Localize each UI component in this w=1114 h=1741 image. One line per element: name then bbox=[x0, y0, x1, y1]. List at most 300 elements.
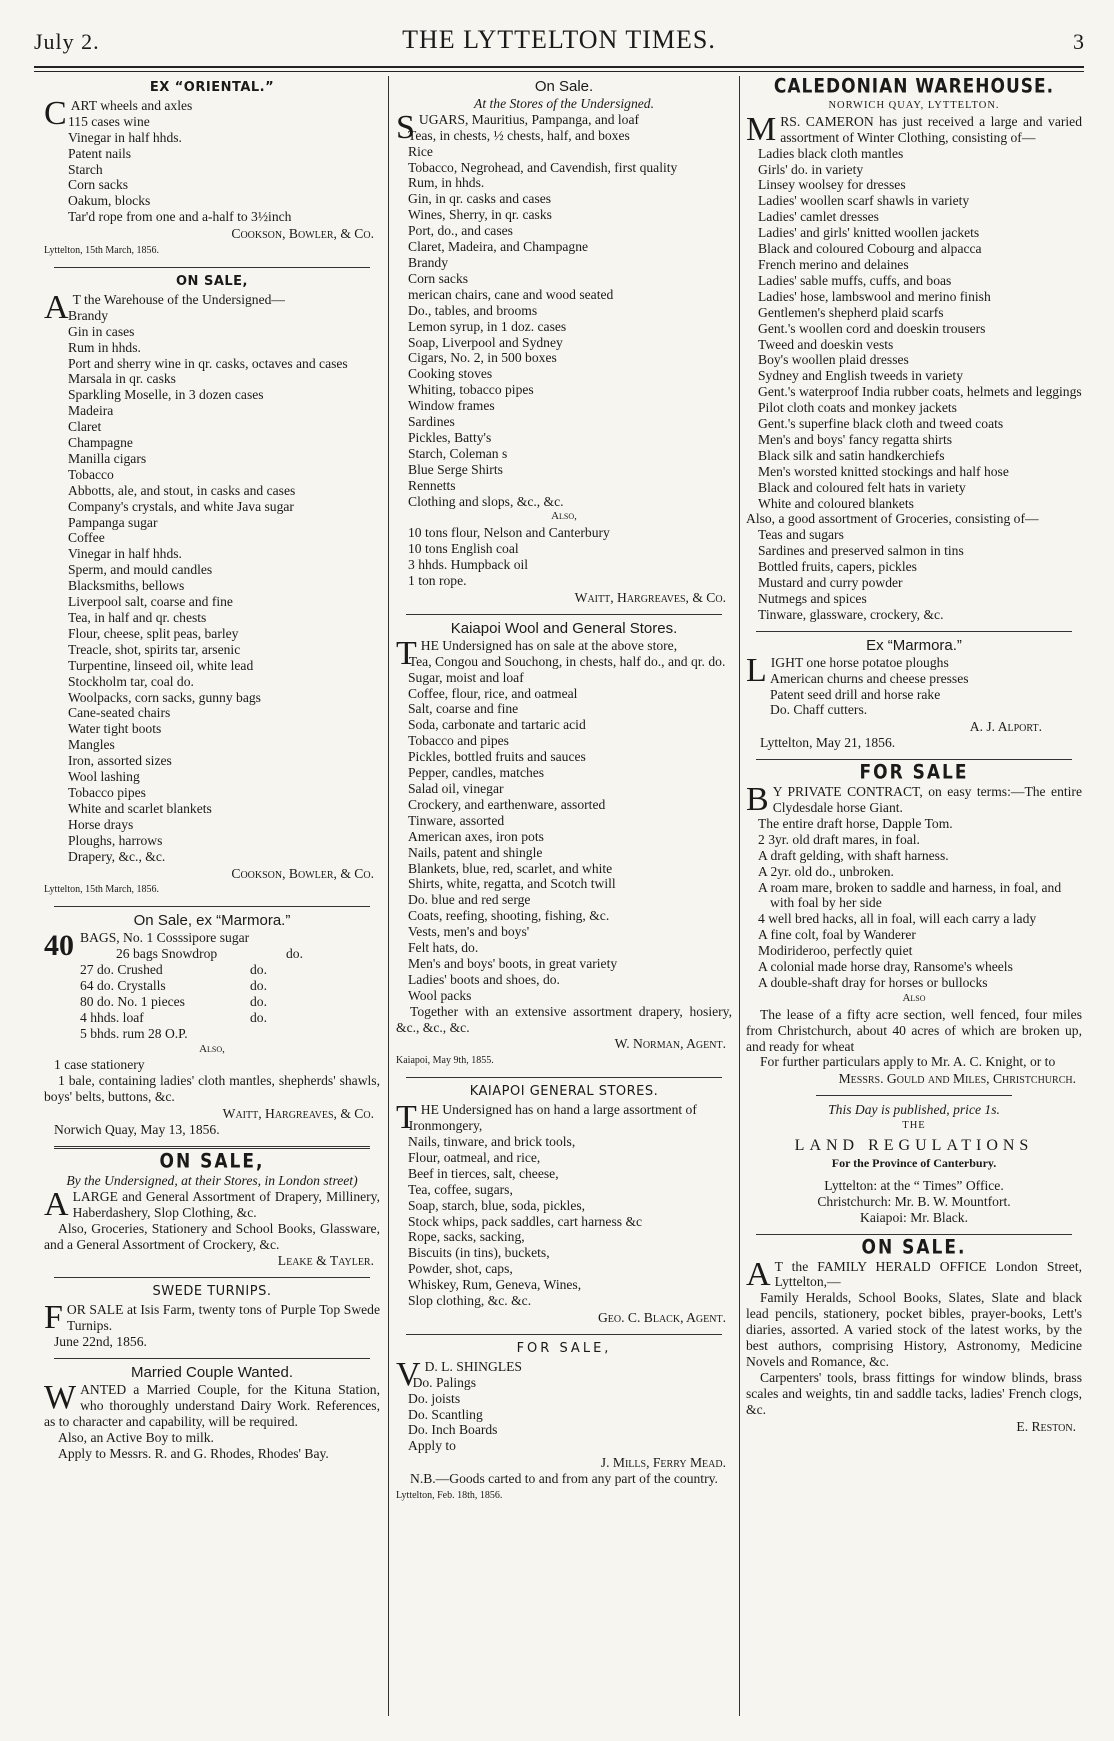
ad-heading: ON SALE, bbox=[176, 273, 248, 289]
ad-date: Kaiapoi, May 9th, 1855. bbox=[396, 1055, 494, 1067]
masthead-rule bbox=[34, 66, 1084, 68]
list-item: Gentlemen's shepherd plaid scarfs bbox=[758, 304, 944, 320]
item-list bbox=[746, 146, 1082, 512]
list-item: Blacksmiths, bellows bbox=[68, 578, 185, 594]
list-item: Powder, shot, caps, bbox=[408, 1261, 513, 1277]
item-list bbox=[44, 308, 380, 865]
list-item: Cane-seated chairs bbox=[68, 705, 171, 721]
list-item: Port, do., and cases bbox=[408, 223, 513, 239]
list-item: Rice bbox=[408, 143, 433, 159]
list-item: Marsala in qr. casks bbox=[68, 371, 176, 387]
item-list bbox=[396, 1118, 732, 1309]
list-item: Champagne bbox=[68, 435, 133, 451]
ad-married-couple bbox=[44, 1365, 380, 1461]
list-item: Ladies' and girls' knitted woollen jackets bbox=[758, 225, 980, 241]
ad-heading: Kaiapoi Wool and General Stores. bbox=[450, 619, 678, 637]
list-item: Cooking stoves bbox=[408, 366, 493, 382]
publication-note: This Day is published, price 1s. bbox=[828, 1102, 1000, 1118]
ad-on-sale-cookson bbox=[44, 274, 380, 898]
list-item: Corn sacks bbox=[68, 177, 129, 193]
list-item: Coffee, flour, rice, and oatmeal bbox=[408, 685, 578, 701]
ad-date: Lyttelton, Feb. 18th, 1856. bbox=[396, 1490, 503, 1502]
lead-text: T the Warehouse of the Undersigned— bbox=[72, 291, 286, 307]
list-item: Apply to bbox=[408, 1438, 456, 1454]
masthead bbox=[34, 25, 1084, 64]
list-item: Corn sacks bbox=[408, 270, 469, 286]
drop-cap: B bbox=[746, 781, 769, 819]
separator bbox=[756, 631, 1072, 632]
list-item: Stock whips, pack saddles, cart harness &c bbox=[408, 1213, 643, 1229]
further-text: For further particulars apply to Mr. A. C. Knight, or to bbox=[760, 1054, 1056, 1070]
list-item: Rope, sacks, sacking, bbox=[408, 1229, 525, 1245]
agent-lyttelton: Lyttelton: at the “ Times” Office. bbox=[824, 1177, 1004, 1193]
list-item: Soap, starch, blue, soda, pickles, bbox=[408, 1197, 586, 1213]
ad-signature: Messrs. Gould and Miles, Christchurch. bbox=[838, 1071, 1076, 1087]
lead-text: RS. CAMERON has just received a large and varied assortment of Winter Clothing, consisting of— bbox=[780, 113, 1082, 145]
list-item: Girls' do. in variety bbox=[758, 161, 864, 177]
list-item: Linsey woolsey for dresses bbox=[758, 177, 906, 193]
list-item: Ladies' sable muffs, cuffs, and boas bbox=[758, 272, 952, 288]
lead-text: T the FAMILY HERALD OFFICE London Street, Lyttelton,— bbox=[774, 1258, 1082, 1290]
ad-signature: A. J. Alport. bbox=[969, 719, 1042, 735]
agent-christchurch: Christchurch: Mr. B. W. Mountfort. bbox=[817, 1193, 1011, 1209]
masthead-rule-thin bbox=[34, 71, 1084, 72]
sugar-name: 4 hhds. loaf bbox=[80, 1009, 144, 1025]
ad-signature: J. Mills, Ferry Mead. bbox=[600, 1455, 726, 1471]
list-item: Treacle, shot, spirits tar, arsenic bbox=[68, 641, 241, 657]
list-item: Tea, coffee, sugars, bbox=[408, 1181, 513, 1197]
separator bbox=[54, 1358, 370, 1359]
separator bbox=[816, 1095, 1012, 1096]
list-item: Pickles, Batty's bbox=[408, 429, 492, 445]
list-item: Abbotts, ale, and stout, in casks and cases bbox=[68, 482, 296, 498]
item-list bbox=[396, 1375, 732, 1455]
list-item: Blankets, blue, red, scarlet, and white bbox=[408, 860, 613, 876]
text-body: LARGE and General Assortment of Drapery, Millinery, Haberdashery, Slop Clothing, &c. bbox=[72, 1188, 380, 1220]
list-item: Gent.'s waterproof India rubber coats, helmets and leggings bbox=[758, 384, 1082, 400]
list-item: Sardines bbox=[408, 414, 455, 430]
list-item: Coffee bbox=[68, 530, 105, 546]
sugar-list bbox=[44, 946, 380, 1041]
list-item: Gin in cases bbox=[68, 323, 135, 339]
ad-ex-oriental bbox=[44, 80, 380, 259]
ad-signature: W. Norman, Agent. bbox=[614, 1036, 726, 1052]
list-item: A draft gelding, with shaft harness. bbox=[758, 847, 949, 863]
also-label: Also, bbox=[551, 510, 577, 523]
text-body: OR SALE at Isis Farm, twenty tons of Purple Top Swede Turnips. bbox=[66, 1302, 380, 1334]
list-item: White and scarlet blankets bbox=[68, 800, 212, 816]
ad-leake-tayler bbox=[44, 1150, 380, 1269]
sugar-row bbox=[44, 994, 380, 1010]
list-item: Clothing and slops, &c., &c. bbox=[408, 493, 564, 509]
drop-cap: L bbox=[746, 651, 767, 689]
list-item: Horse drays bbox=[68, 816, 134, 832]
list-item: Patent nails bbox=[68, 145, 132, 161]
ad-signature: Cookson, Bowler, & Co. bbox=[231, 865, 374, 881]
list-item: Nails, patent and shingle bbox=[408, 844, 543, 860]
list-item: Nutmegs and spices bbox=[758, 591, 867, 606]
column-rule-2 bbox=[739, 76, 740, 1716]
ad-kaiapoi-general bbox=[396, 1084, 732, 1326]
list-item: Shirts, white, regatta, and Scotch twill bbox=[408, 876, 616, 892]
ad-lead bbox=[746, 781, 1082, 819]
ad-caledonian-warehouse bbox=[746, 76, 1082, 623]
list-item: Ladies' hose, lambswool and merino finish bbox=[758, 288, 991, 304]
list-item: Black and coloured Cobourg and alpacca bbox=[758, 241, 982, 257]
ad-text bbox=[44, 1378, 380, 1430]
drop-cap: C bbox=[44, 94, 67, 132]
ad-heading: EX “ORIENTAL.” bbox=[149, 80, 275, 95]
ad-signature: Geo. C. Black, Agent. bbox=[597, 1309, 726, 1325]
list-item: 10 tons flour, Nelson and Canterbury bbox=[408, 525, 610, 541]
list-item: Tobacco, Negrohead, and Cavendish, first quality bbox=[408, 159, 678, 175]
list-item: Tobacco and pipes bbox=[408, 733, 509, 749]
list-item: Vinegar in half hhds. bbox=[68, 129, 182, 145]
column-3 bbox=[746, 76, 1082, 1716]
list-item: Claret, Madeira, and Champagne bbox=[408, 239, 589, 255]
drop-cap: A bbox=[44, 1185, 69, 1223]
list-item: Gent.'s woollen cord and doeskin trousers bbox=[758, 320, 986, 336]
ad-signature: Waitt, Hargreaves, & Co. bbox=[222, 1106, 374, 1122]
list-item: Drapery, &c., &c. bbox=[68, 848, 166, 864]
lead-text: IGHT one horse potatoe ploughs bbox=[770, 654, 949, 670]
ad-kaiapoi-wool bbox=[396, 621, 732, 1069]
list-item: Tar'd rope from one and a-half to 3½inch bbox=[68, 209, 292, 225]
ad-text: Family Heralds, School Books, Slates, Slate and black lead pencils, stationery, pocket bibles, prayer-books, Lett's diaries, assorted. A varied stock of the latest works, by the best authors, comprising History, Astronomy, Medicine Novels and Romance, &c. bbox=[746, 1290, 1082, 1369]
list-item: American churns and cheese presses bbox=[770, 670, 969, 686]
lead-text: HE Undersigned has on sale at the above store, bbox=[420, 637, 678, 653]
drop-cap: M bbox=[746, 110, 777, 148]
item-list bbox=[746, 671, 1082, 719]
list-item: Tinware, glassware, crockery, &c. bbox=[758, 606, 944, 622]
list-item: Rum, in hhds. bbox=[408, 175, 485, 191]
list-item: Tea, Congou and Souchong, in chests, half do., and qr. do. bbox=[408, 653, 726, 669]
item-list bbox=[746, 816, 1082, 991]
list-item: 2 3yr. old draft mares, in foal. bbox=[758, 831, 920, 847]
lead-text: HE Undersigned has on hand a large assortment of bbox=[420, 1102, 697, 1118]
issue-date: July 2. bbox=[34, 29, 100, 54]
separator bbox=[406, 614, 722, 615]
ad-heading: KAIAPOI GENERAL STORES. bbox=[469, 1084, 659, 1100]
list-item: Starch bbox=[68, 161, 103, 177]
list-item: Felt hats, do. bbox=[408, 940, 479, 956]
ad-date: Lyttelton, May 21, 1856. bbox=[760, 735, 896, 751]
ad-closing: Together with an extensive assortment drapery, hosiery, &c., &c., &c. bbox=[396, 1003, 732, 1035]
list-item: Madeira bbox=[68, 403, 114, 419]
list-item: Mustard and curry powder bbox=[758, 575, 903, 591]
ad-marmora-sugar bbox=[44, 913, 380, 1138]
sugar-name: 80 do. No. 1 pieces bbox=[80, 993, 185, 1009]
list-item: merican chairs, cane and wood seated bbox=[408, 286, 614, 302]
list-item: 4 well bred hacks, all in foal, will each carry a lady bbox=[758, 911, 1037, 927]
separator bbox=[406, 1334, 722, 1335]
list-item: Whiskey, Rum, Geneva, Wines, bbox=[408, 1277, 582, 1293]
sugar-ditto: do. bbox=[250, 977, 267, 993]
list-item: Biscuits (in tins), buckets, bbox=[408, 1245, 550, 1261]
drop-cap: T bbox=[396, 634, 417, 672]
ad-text-2: Also, Groceries, Stationery and School Books, Glassware, and a General Assortment of Crockery, &c. bbox=[44, 1220, 380, 1252]
also-label: Also, bbox=[199, 1042, 225, 1055]
ad-date: June 22nd, 1856. bbox=[54, 1334, 147, 1350]
list-item: Lemon syrup, in 1 doz. cases bbox=[408, 318, 567, 334]
list-item: Nails, tinware, and brick tools, bbox=[408, 1134, 576, 1149]
list-item: Tweed and doeskin vests bbox=[758, 336, 894, 352]
list-item: Oakum, blocks bbox=[68, 193, 151, 209]
ad-subheading: By the Undersigned, at their Stores, in London street) bbox=[66, 1172, 358, 1188]
ad-heading: ON SALE, bbox=[159, 1150, 265, 1174]
ad-heading: On Sale. bbox=[534, 78, 594, 95]
list-item: Teas and sugars bbox=[758, 527, 844, 543]
list-item: The entire draft horse, Dapple Tom. bbox=[758, 815, 953, 831]
page-number: 3 bbox=[1073, 29, 1084, 54]
list-item: Ladies' camlet dresses bbox=[758, 209, 879, 225]
list-item: Black silk and satin handkerchiefs bbox=[758, 447, 945, 463]
ad-shingles bbox=[396, 1341, 732, 1504]
list-item: Tobacco pipes bbox=[68, 784, 146, 800]
list-item: Blue Serge Shirts bbox=[408, 461, 503, 477]
list-item: Starch, Coleman s bbox=[408, 445, 508, 461]
list-item: Do. Palings bbox=[412, 1374, 477, 1390]
list-item: Do. Scantling bbox=[408, 1406, 483, 1422]
list-item: Rennetts bbox=[408, 477, 456, 493]
ad-family-herald bbox=[746, 1235, 1082, 1435]
list-item: Do. Inch Boards bbox=[408, 1422, 498, 1438]
list-item: Tobacco bbox=[68, 466, 114, 482]
province-line: For the Province of Canterbury. bbox=[831, 1156, 997, 1170]
sugar-ditto: do. bbox=[286, 946, 303, 962]
drop-cap: W bbox=[44, 1378, 77, 1416]
list-item: A fine colt, foal by Wanderer bbox=[758, 927, 916, 943]
list-item: Sperm, and mould candles bbox=[68, 562, 213, 578]
list-item: Wool lashing bbox=[68, 769, 140, 785]
list-item: Stockholm tar, coal do. bbox=[68, 673, 194, 689]
list-item: Woolpacks, corn sacks, gunny bags bbox=[68, 689, 261, 705]
ad-heading: ON SALE. bbox=[861, 1235, 967, 1259]
item-list bbox=[396, 654, 732, 1004]
list-item: A colonial made horse dray, Ransome's wheels bbox=[758, 959, 1013, 975]
list-item: Boy's woollen plaid dresses bbox=[758, 352, 909, 368]
list-item: Do. blue and red serge bbox=[408, 892, 531, 908]
list-item: Patent seed drill and horse rake bbox=[770, 686, 941, 702]
ad-text bbox=[44, 1299, 380, 1337]
ad-land-regulations bbox=[746, 1102, 1082, 1225]
ad-heading: Ex “Marmora.” bbox=[866, 636, 962, 654]
paper-title: THE LYTTELTON TIMES. bbox=[402, 25, 716, 54]
list-item: Ploughs, harrows bbox=[68, 832, 163, 848]
item-list bbox=[44, 114, 380, 225]
list-item: French merino and delaines bbox=[758, 256, 909, 272]
ad-lead bbox=[746, 110, 1082, 148]
sugar-name: 5 bhds. rum 28 O.P. bbox=[80, 1025, 188, 1041]
list-item: Do., tables, and brooms bbox=[408, 302, 538, 318]
list-item: Do. joists bbox=[408, 1390, 461, 1406]
list-item: Tea, in half and qr. chests bbox=[68, 610, 207, 625]
list-item: Ladies black cloth mantles bbox=[758, 145, 904, 161]
separator bbox=[54, 267, 370, 268]
separator bbox=[54, 1277, 370, 1278]
sugar-ditto: do. bbox=[250, 1009, 267, 1025]
list-item: Sparkling Moselle, in 3 dozen cases bbox=[68, 387, 264, 403]
separator bbox=[406, 1077, 722, 1078]
separator bbox=[756, 759, 1072, 760]
list-item: Iron, assorted sizes bbox=[68, 753, 172, 769]
ad-text-2: Carpenters' tools, brass fittings for window blinds, brass scales and weights, tin and saddle tacks, ladies' French clogs, &c. bbox=[746, 1369, 1082, 1417]
the-label: THE bbox=[902, 1120, 926, 1132]
list-item: Company's crystals, and white Java sugar bbox=[68, 498, 294, 514]
extra-list bbox=[396, 525, 732, 589]
list-item: Gin, in qr. casks and cases bbox=[408, 191, 552, 207]
ad-signature: Cookson, Bowler, & Co. bbox=[231, 226, 374, 242]
list-item: Claret bbox=[68, 419, 102, 435]
list-item: Vinegar in half hhds. bbox=[68, 546, 182, 562]
list-item: Sardines and preserved salmon in tins bbox=[758, 543, 964, 559]
list-item: 115 cases wine bbox=[68, 113, 150, 129]
ad-subheading: NORWICH QUAY, LYTTELTON. bbox=[828, 99, 1000, 111]
lead-text: D. L. SHINGLES bbox=[424, 1358, 522, 1374]
list-item: Vests, men's and boys' bbox=[408, 924, 530, 940]
lead-text: ART wheels and axles bbox=[70, 97, 193, 113]
separator bbox=[756, 1234, 1072, 1235]
drop-number: 40 bbox=[44, 929, 74, 963]
list-item: Ladies' woollen scarf shawls in variety bbox=[758, 193, 970, 209]
agent-kaiapoi: Kaiapoi: Mr. Black. bbox=[860, 1209, 968, 1225]
ad-date: Lyttelton, 15th March, 1856. bbox=[44, 245, 159, 257]
list-item: A double-shaft dray for horses or bullocks bbox=[758, 974, 988, 990]
drop-cap: A bbox=[746, 1255, 771, 1293]
list-item: A roam mare, broken to saddle and harness, in foal, and with foal by her side bbox=[758, 879, 1062, 911]
list-item: Beef in tierces, salt, cheese, bbox=[408, 1165, 559, 1181]
sugar-ditto: do. bbox=[250, 993, 267, 1009]
drop-cap: F bbox=[44, 1299, 63, 1337]
list-item: Liverpool salt, coarse and fine bbox=[68, 594, 233, 610]
ad-for-sale-horses bbox=[746, 761, 1082, 1087]
list-item: Pilot cloth coats and monkey jackets bbox=[758, 400, 957, 416]
ad-signature: E. Reston. bbox=[1016, 1418, 1076, 1434]
list-item: Manilla cigars bbox=[68, 450, 147, 466]
list-item: Modiriderоо, perfectly quiet bbox=[758, 943, 913, 959]
lead-text: BAGS, No. 1 Cosssipore sugar bbox=[80, 930, 250, 946]
list-item: Black and coloured felt hats in variety bbox=[758, 479, 966, 495]
list-item: Wines, Sherry, in qr. casks bbox=[408, 207, 552, 223]
column-2 bbox=[396, 76, 732, 1716]
ad-text-3: Apply to Messrs. R. and G. Rhodes, Rhodes' Bay. bbox=[58, 1445, 329, 1461]
item-list bbox=[396, 128, 732, 510]
sugar-name: 64 do. Crystalls bbox=[80, 977, 166, 993]
ad-text-2: Also, an Active Boy to milk. bbox=[58, 1429, 214, 1445]
list-item: Wool packs bbox=[408, 987, 472, 1003]
column-1 bbox=[44, 76, 380, 1716]
list-item: White and coloured blankets bbox=[758, 495, 914, 511]
ad-signature: Leake & Tayler. bbox=[277, 1253, 374, 1269]
ad-date: Lyttelton, 15th March, 1856. bbox=[44, 884, 159, 896]
separator bbox=[54, 906, 370, 907]
list-item: Gent.'s superfine black cloth and tweed coats bbox=[758, 416, 1004, 432]
ad-heading: FOR SALE, bbox=[516, 1340, 612, 1356]
ad-date: Norwich Quay, May 13, 1856. bbox=[54, 1122, 220, 1138]
ad-ex-marmora-alport bbox=[746, 638, 1082, 751]
ad-lead bbox=[746, 1255, 1082, 1293]
list-item: Soap, Liverpool and Sydney bbox=[408, 334, 563, 350]
list-item: Pampanga sugar bbox=[68, 514, 158, 530]
ad-heading: On Sale, ex “Marmora.” bbox=[133, 912, 291, 930]
sugar-row bbox=[44, 1010, 380, 1026]
publication-title: LAND REGULATIONS bbox=[794, 1137, 1034, 1155]
text-body: ANTED a Married Couple, for the Kituna Station, who thoroughly understand Dairy Work. References, as to character and capability, will be required. bbox=[44, 1381, 380, 1429]
drop-cap: V bbox=[396, 1355, 421, 1393]
drop-cap: T bbox=[396, 1099, 417, 1137]
sugar-row bbox=[44, 962, 380, 978]
ad-note: N.B.—Goods carted to and from any part of the country. bbox=[410, 1471, 718, 1487]
list-item: Rum in hhds. bbox=[68, 339, 141, 355]
list-item: Teas, in chests, ½ chests, half, and boxes bbox=[408, 127, 630, 143]
separator bbox=[54, 1146, 370, 1149]
ad-heading: CALEDONIAN WAREHOUSE. bbox=[773, 76, 1055, 99]
list-item: Salt, coarse and fine bbox=[408, 701, 519, 717]
sugar-row bbox=[44, 1026, 380, 1042]
ad-signature: Waitt, Hargreaves, & Co. bbox=[574, 590, 726, 605]
sugar-name: 26 bags Snowdrop bbox=[116, 946, 218, 962]
list-item: Ladies' boots and shoes, do. bbox=[408, 971, 560, 987]
sugar-row bbox=[44, 978, 380, 994]
list-item: 10 tons English coal bbox=[408, 541, 519, 557]
list-item: Slop clothing, &c. &c. bbox=[408, 1293, 532, 1309]
list-item: Men's and boys' fancy regatta shirts bbox=[758, 431, 953, 447]
list-item: Whiting, tobacco pipes bbox=[408, 382, 534, 398]
also-line: Also, a good assortment of Groceries, consisting of— bbox=[746, 511, 1039, 527]
list-item: Crockery, and earthenware, assorted bbox=[408, 796, 606, 812]
sugar-row bbox=[80, 946, 380, 962]
extra-line: 1 case stationery bbox=[54, 1057, 145, 1073]
ad-swede-turnips bbox=[44, 1284, 380, 1350]
extra-paragraph: 1 bale, containing ladies' cloth mantles, shepherds' shawls, boys' belts, buttons, &c. bbox=[44, 1073, 380, 1105]
list-item: Port and sherry wine in qr. casks, octaves and cases bbox=[68, 355, 348, 371]
also-label: Also bbox=[902, 991, 926, 1004]
list-item: Pickles, bottled fruits and sauces bbox=[408, 749, 586, 765]
list-item: Pepper, candles, matches bbox=[408, 765, 545, 781]
grocery-list bbox=[746, 527, 1082, 622]
list-item: Flour, cheese, split peas, barley bbox=[68, 625, 239, 641]
list-item: Sydney and English tweeds in variety bbox=[758, 368, 964, 384]
list-item: Window frames bbox=[408, 398, 495, 414]
list-item: Coats, reefing, shooting, fishing, &c. bbox=[408, 908, 610, 924]
ad-text bbox=[44, 1185, 380, 1223]
list-item: Salad oil, vinegar bbox=[408, 780, 504, 796]
drop-cap: S bbox=[396, 108, 415, 146]
lead-text: UGARS, Mauritius, Pampanga, and loaf bbox=[418, 111, 640, 127]
list-item: Brandy bbox=[408, 254, 449, 270]
ad-on-sale-waitt bbox=[396, 79, 732, 606]
list-item: Tinware, assorted bbox=[408, 812, 505, 828]
ad-heading: SWEDE TURNIPS. bbox=[152, 1284, 272, 1300]
list-item: American axes, iron pots bbox=[408, 828, 544, 844]
list-item: Bottled fruits, capers, pickles bbox=[758, 559, 917, 575]
list-item: Brandy bbox=[68, 307, 109, 323]
sugar-name: 27 do. Crushed bbox=[80, 962, 163, 978]
list-item: Flour, oatmeal, and rice, bbox=[408, 1149, 541, 1165]
lead-text: Y PRIVATE CONTRACT, on easy terms:—The entire Clydesdale horse Giant. bbox=[772, 784, 1082, 815]
list-item: Sugar, moist and loaf bbox=[408, 669, 524, 685]
drop-cap: A bbox=[44, 288, 69, 326]
list-item: Men's worsted knitted stockings and half hose bbox=[758, 463, 1009, 479]
ad-heading: Married Couple Wanted. bbox=[130, 1363, 294, 1381]
list-item: Mangles bbox=[68, 737, 115, 753]
sugar-ditto: do. bbox=[250, 962, 267, 978]
list-item: Ironmongery, bbox=[408, 1118, 483, 1134]
list-item: Men's and boys' boots, in great variety bbox=[408, 955, 618, 971]
list-item: 3 hhds. Humpback oil bbox=[408, 557, 529, 573]
ad-heading: FOR SALE bbox=[859, 761, 969, 785]
ad-subheading: At the Stores of the Undersigned. bbox=[474, 95, 654, 111]
